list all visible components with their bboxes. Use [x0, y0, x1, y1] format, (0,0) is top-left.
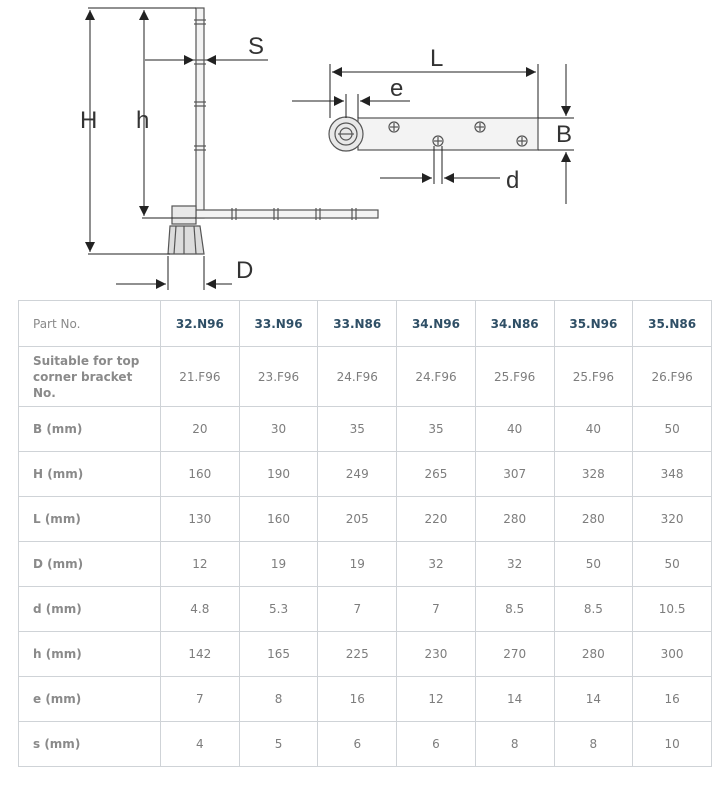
table-row: [19, 347, 712, 407]
dim-label-S: S: [248, 33, 265, 60]
table-cell: 50: [554, 542, 633, 587]
table-cell: 160: [239, 497, 318, 542]
table-cell: 280: [475, 497, 554, 542]
dim-label-L: L: [430, 45, 444, 72]
table-cell: 12: [397, 677, 476, 722]
table-cell: 7: [161, 677, 240, 722]
table-cell: 19: [318, 542, 397, 587]
table-cell: 24.F96: [318, 347, 397, 407]
part-number-cell: 34.N86: [475, 301, 554, 347]
table-row: [19, 587, 712, 632]
dim-label-B: B: [556, 121, 573, 148]
table-cell: 40: [554, 407, 633, 452]
table-cell: 21.F96: [161, 347, 240, 407]
table-row: [19, 497, 712, 542]
table-cell: 348: [633, 452, 712, 497]
table-cell: 230: [397, 632, 476, 677]
table-cell: 225: [318, 632, 397, 677]
dim-label-d: d: [506, 167, 520, 194]
table-cell: 265: [397, 452, 476, 497]
table-cell: 8: [475, 722, 554, 767]
table-row: [19, 722, 712, 767]
spec-table: [18, 300, 712, 767]
row-label: B (mm): [19, 407, 161, 452]
table-cell: 50: [633, 542, 712, 587]
table-cell: 6: [318, 722, 397, 767]
table-cell: 25.F96: [554, 347, 633, 407]
dim-label-h: h: [136, 107, 150, 134]
table-cell: 10: [633, 722, 712, 767]
table-cell: 7: [397, 587, 476, 632]
table-cell: 280: [554, 497, 633, 542]
row-label: s (mm): [19, 722, 161, 767]
row-label: Part No.: [19, 301, 161, 347]
table-cell: 14: [475, 677, 554, 722]
table-cell: 5: [239, 722, 318, 767]
table-cell: 8.5: [475, 587, 554, 632]
table-cell: 205: [318, 497, 397, 542]
table-cell: 300: [633, 632, 712, 677]
table-cell: 16: [633, 677, 712, 722]
table-cell: 25.F96: [475, 347, 554, 407]
row-label: e (mm): [19, 677, 161, 722]
table-row: [19, 452, 712, 497]
dim-label-e: e: [390, 75, 404, 102]
table-cell: 32: [475, 542, 554, 587]
table-cell: 249: [318, 452, 397, 497]
table-cell: 35: [397, 407, 476, 452]
part-number-cell: 35.N86: [633, 301, 712, 347]
row-label: L (mm): [19, 497, 161, 542]
table-row: [19, 632, 712, 677]
part-number-cell: 33.N86: [318, 301, 397, 347]
table-cell: 6: [397, 722, 476, 767]
row-label: h (mm): [19, 632, 161, 677]
row-label: D (mm): [19, 542, 161, 587]
table-cell: 35: [318, 407, 397, 452]
part-number-cell: 33.N96: [239, 301, 318, 347]
dim-label-D: D: [236, 257, 254, 284]
table-cell: 8.5: [554, 587, 633, 632]
table-cell: 307: [475, 452, 554, 497]
row-label: Suitable for top corner bracket No.: [19, 347, 161, 407]
row-label: d (mm): [19, 587, 161, 632]
top-view: [329, 117, 538, 151]
table-row: [19, 407, 712, 452]
table-cell: 24.F96: [397, 347, 476, 407]
part-number-cell: 34.N96: [397, 301, 476, 347]
table-cell: 10.5: [633, 587, 712, 632]
table-cell: 20: [161, 407, 240, 452]
table-cell: 328: [554, 452, 633, 497]
table-cell: 26.F96: [633, 347, 712, 407]
table-cell: 23.F96: [239, 347, 318, 407]
table-cell: 4.8: [161, 587, 240, 632]
table-cell: 4: [161, 722, 240, 767]
dim-label-H: H: [80, 107, 98, 134]
table-cell: 130: [161, 497, 240, 542]
technical-drawing: [0, 0, 720, 300]
table-cell: 280: [554, 632, 633, 677]
table-cell: 16: [318, 677, 397, 722]
table-cell: 165: [239, 632, 318, 677]
table-cell: 8: [239, 677, 318, 722]
table-cell: 7: [318, 587, 397, 632]
table-cell: 5.3: [239, 587, 318, 632]
table-cell: 50: [633, 407, 712, 452]
table-cell: 30: [239, 407, 318, 452]
table-cell: 320: [633, 497, 712, 542]
table-header-row: [19, 301, 712, 347]
table-cell: 142: [161, 632, 240, 677]
part-number-cell: 35.N96: [554, 301, 633, 347]
table-row: [19, 677, 712, 722]
part-number-cell: 32.N96: [161, 301, 240, 347]
table-cell: 160: [161, 452, 240, 497]
table-row: [19, 542, 712, 587]
table-cell: 19: [239, 542, 318, 587]
table-cell: 12: [161, 542, 240, 587]
table-cell: 14: [554, 677, 633, 722]
row-label: H (mm): [19, 452, 161, 497]
table-cell: 190: [239, 452, 318, 497]
table-cell: 32: [397, 542, 476, 587]
table-cell: 220: [397, 497, 476, 542]
table-cell: 270: [475, 632, 554, 677]
table-cell: 40: [475, 407, 554, 452]
table-cell: 8: [554, 722, 633, 767]
